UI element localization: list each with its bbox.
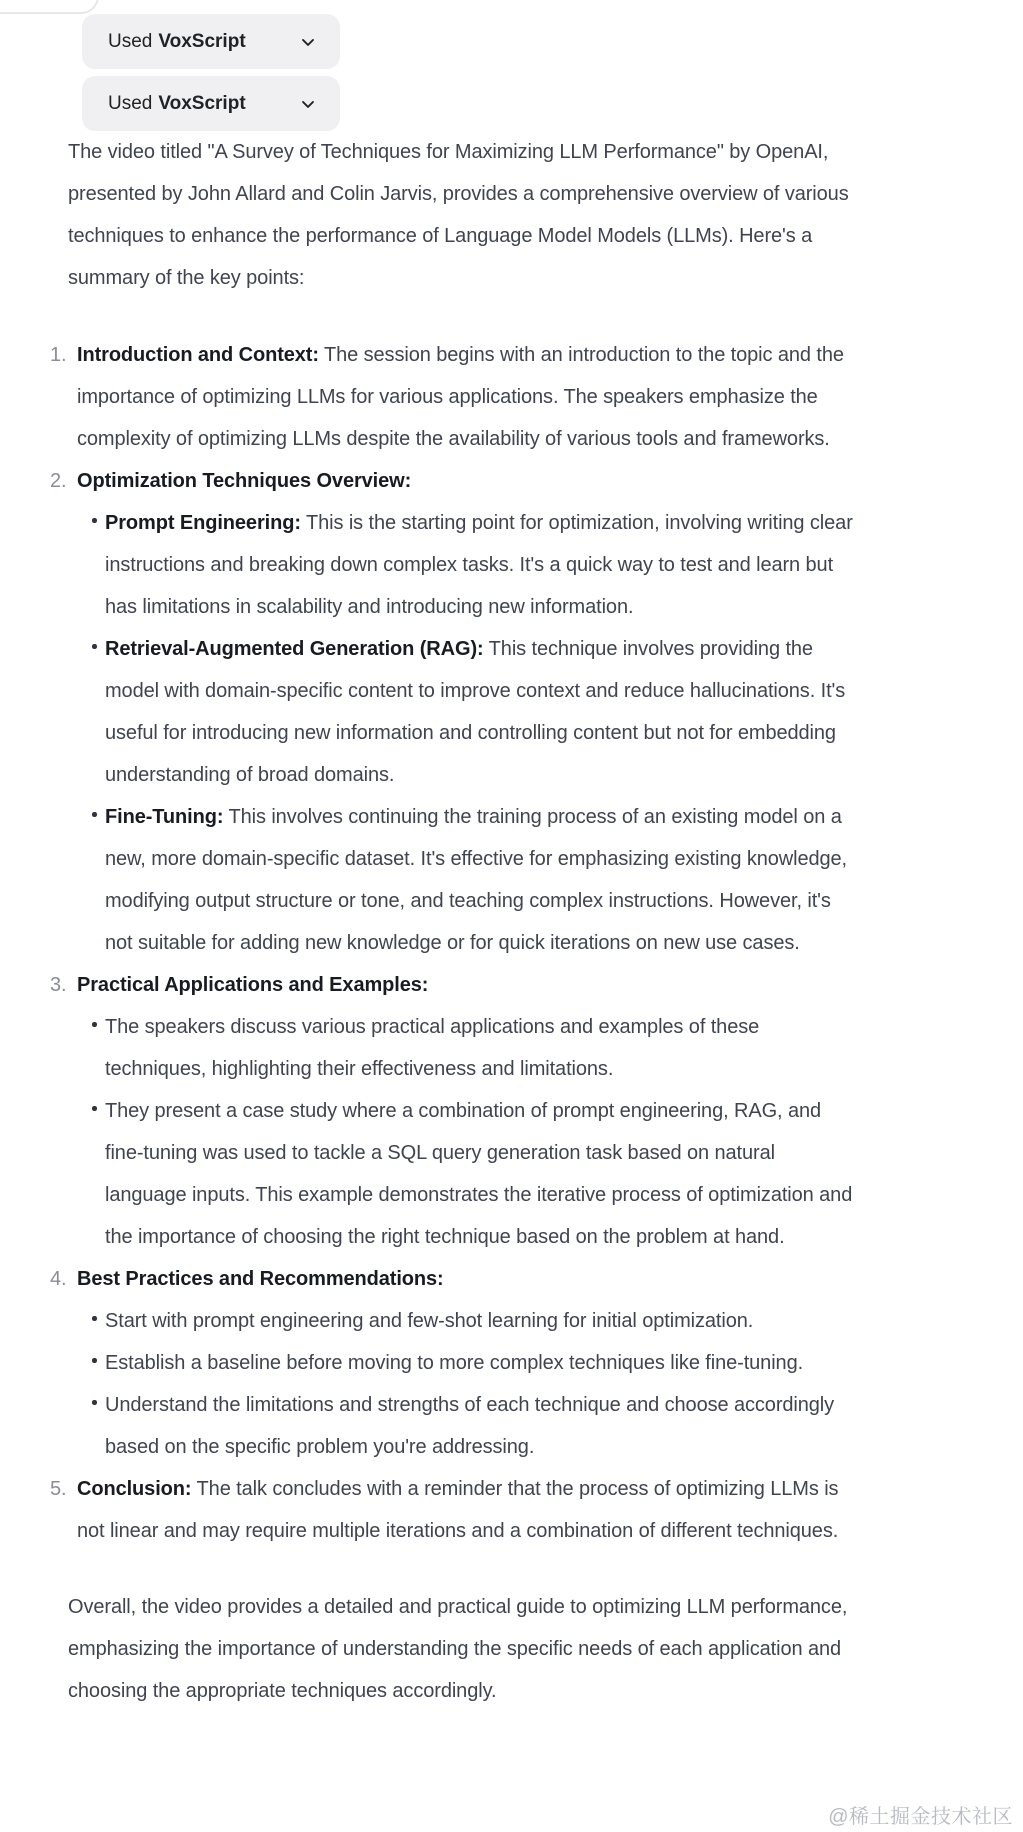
list-item-text: The talk concludes with a reminder that the process of optimizing LLMs is not linear and may require multiple iterations and a combination of different techniques. <box>77 1478 839 1542</box>
list-item-title: Conclusion: <box>77 1478 192 1500</box>
chip-label <box>108 31 246 53</box>
bullet-item <box>77 1384 860 1468</box>
bullet-item <box>77 1006 860 1090</box>
chip-prefix: Used <box>108 30 153 52</box>
plugin-chips <box>82 14 340 138</box>
list-item <box>50 964 860 1258</box>
bullet-text: This technique involves providing the model with domain-specific content to improve context and reduce hallucinations. It's useful for introducing new information and controlling content but not for embedding understanding of broad domains. <box>105 638 846 786</box>
list-item-text: The session begins with an introduction to the topic and the importance of optimizing LLMs for various applications. The speakers emphasize the complexity of optimizing LLMs despite the availability of various tools and frameworks. <box>77 344 844 450</box>
bullet-text: They present a case study where a combination of prompt engineering, RAG, and fine-tuning was used to tackle a SQL query generation task based on natural language inputs. This example demonstrates the iterative process of optimization and the importance of choosing the right technique based on the problem at hand. <box>105 1100 853 1248</box>
bullet-dot-icon <box>92 1400 97 1405</box>
chip-plugin-name: VoxScript <box>158 92 246 114</box>
chip-plugin-name: VoxScript <box>158 30 246 52</box>
bullet-title: Retrieval-Augmented Generation (RAG): <box>105 638 484 660</box>
bullet-text: The speakers discuss various practical applications and examples of these techniques, highlighting their effectiveness and limitations. <box>105 1016 760 1080</box>
list-item-number: 5. <box>50 1478 67 1500</box>
used-voxscript-toggle-1[interactable] <box>82 14 340 69</box>
outro-paragraph: Overall, the video provides a detailed and practical guide to optimizing LLM performance, emphasizing the importance of understanding the specific needs of each application and choosing the appropriate techniques accordingly. <box>68 1596 848 1702</box>
list-item-title: Introduction and Context: <box>77 344 319 366</box>
list-item-title: Best Practices and Recommendations: <box>77 1268 444 1290</box>
bullet-list <box>77 1006 860 1258</box>
bullet-title: Fine-Tuning: <box>105 806 224 828</box>
bullet-item <box>77 628 860 796</box>
list-item-number: 1. <box>50 344 67 366</box>
bullet-item <box>77 796 860 964</box>
list-item-number: 3. <box>50 974 67 996</box>
list-item <box>50 460 860 964</box>
assistant-message <box>50 131 860 1712</box>
bullet-item <box>77 502 860 628</box>
bullet-dot-icon <box>92 812 97 817</box>
list-item <box>50 1258 860 1468</box>
intro-paragraph: The video titled "A Survey of Techniques for Maximizing LLM Performance" by OpenAI, presented by John Allard and Colin Jarvis, provides a comprehensive overview of various techniques to enhance the performance of Language Model Models (LLMs). Here's a summary of the key points: <box>68 141 849 289</box>
list-item <box>50 1468 860 1552</box>
list-item-title: Optimization Techniques Overview: <box>77 470 412 492</box>
used-voxscript-toggle-2[interactable] <box>82 76 340 131</box>
chip-prefix: Used <box>108 92 153 114</box>
cutoff-element-border <box>0 0 99 14</box>
bullet-list <box>77 1300 860 1468</box>
bullet-text: Start with prompt engineering and few-shot learning for initial optimization. <box>105 1310 754 1332</box>
numbered-list <box>50 334 860 1552</box>
watermark: @稀土掘金技术社区 <box>828 1806 1013 1828</box>
chevron-down-icon <box>298 94 318 114</box>
bullet-item <box>77 1090 860 1258</box>
chip-label <box>108 93 246 115</box>
bullet-dot-icon <box>92 1022 97 1027</box>
bullet-title: Prompt Engineering: <box>105 512 301 534</box>
bullet-text: Understand the limitations and strengths of each technique and choose accordingly based on the specific problem you're addressing. <box>105 1394 835 1458</box>
bullet-dot-icon <box>92 1358 97 1363</box>
bullet-text: Establish a baseline before moving to more complex techniques like fine-tuning. <box>105 1352 804 1374</box>
bullet-item <box>77 1342 860 1384</box>
list-item-number: 4. <box>50 1268 67 1290</box>
list-item-title: Practical Applications and Examples: <box>77 974 429 996</box>
chevron-down-icon <box>298 32 318 52</box>
bullet-dot-icon <box>92 1316 97 1321</box>
list-item-number: 2. <box>50 470 67 492</box>
bullet-list <box>77 502 860 964</box>
bullet-dot-icon <box>92 644 97 649</box>
bullet-text: This is the starting point for optimization, involving writing clear instructions and breaking down complex tasks. It's a quick way to test and learn but has limitations in scalability and introducing new information. <box>105 512 853 618</box>
bullet-item <box>77 1300 860 1342</box>
bullet-text: This involves continuing the training process of an existing model on a new, more domain-specific dataset. It's effective for emphasizing existing knowledge, modifying output structure or tone, and teaching complex instructions. However, it's not suitable for adding new knowledge or for quick iterations on new use cases. <box>105 806 847 954</box>
bullet-dot-icon <box>92 518 97 523</box>
list-item <box>50 334 860 460</box>
bullet-dot-icon <box>92 1106 97 1111</box>
